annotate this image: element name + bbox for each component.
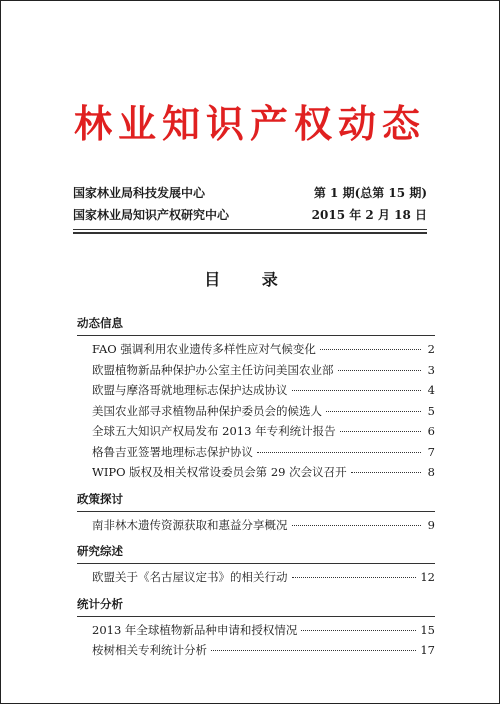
toc-entry-page: 5: [427, 403, 435, 418]
dot-leader: [338, 370, 422, 371]
issuer-line-2: 国家林业局知识产权研究中心: [73, 208, 230, 222]
toc-entry-page: 17: [420, 643, 435, 657]
toc-entry[interactable]: [77, 640, 435, 661]
toc-entry[interactable]: [77, 620, 435, 641]
toc-entry-page: 2: [427, 342, 435, 356]
header-rule-thin: [73, 229, 427, 230]
issuer-line-1: 国家林业局科技发展中心: [73, 186, 206, 200]
toc-section-heading: 动态信息: [77, 311, 435, 336]
toc-entry-title: 美国农业部寻求植物品种保护委员会的候选人: [92, 403, 322, 418]
dot-leader: [320, 349, 421, 350]
toc-entry-page: 8: [427, 465, 435, 479]
toc-entry-title: 欧盟植物新品种保护办公室主任访问美国农业部: [92, 362, 334, 377]
toc-entry[interactable]: [77, 462, 435, 483]
header-rule-thick: [73, 232, 427, 234]
issue-info: [312, 182, 427, 226]
issue-date: 2015 年 2 月 18 日: [311, 208, 427, 222]
section-gap: [77, 661, 435, 665]
dot-leader: [326, 411, 421, 412]
toc-section-heading: 统计分析: [77, 592, 435, 617]
dot-leader: [340, 431, 421, 432]
masthead-title: 林业知识产权动态: [73, 102, 426, 146]
toc-entry[interactable]: [77, 339, 435, 360]
toc-entry[interactable]: [77, 360, 435, 381]
toc-entry-page: 15: [420, 622, 435, 637]
dot-leader: [292, 577, 417, 578]
toc-section-heading: 研究综述: [77, 539, 435, 564]
toc-entry-title: 欧盟与摩洛哥就地理标志保护达成协议: [92, 383, 288, 397]
dot-leader: [292, 390, 422, 391]
dot-leader: [211, 650, 416, 651]
toc-entry-page: 3: [427, 362, 435, 377]
toc-entry[interactable]: [77, 515, 435, 536]
toc-entry-page: 4: [427, 383, 435, 397]
toc-entry[interactable]: [77, 380, 435, 401]
toc-title: 目 录: [204, 270, 296, 289]
toc-section-heading: 政策探讨: [77, 487, 435, 512]
toc-entry[interactable]: [77, 421, 435, 442]
toc-entry-title: WIPO 版权及相关权常设委员会第 29 次会议召开: [92, 465, 347, 479]
issue-number: 第 1 期(总第 15 期): [313, 186, 427, 200]
toc-entry-page: 9: [427, 517, 435, 532]
table-of-contents: [77, 311, 435, 665]
toc-entry[interactable]: [77, 567, 435, 588]
issuer-block: [73, 182, 229, 226]
toc-entry-page: 12: [420, 570, 435, 584]
toc-entry-title: FAO 强调利用农业遗传多样性应对气候变化: [92, 342, 316, 356]
toc-entry-title: 2013 年全球植物新品种申请和授权情况: [92, 622, 298, 637]
dot-leader: [292, 525, 422, 526]
toc-entry[interactable]: [77, 401, 435, 422]
toc-entry-title: 南非林木遗传资源获取和惠益分享概况: [92, 517, 288, 532]
toc-entry-page: 7: [427, 444, 435, 459]
toc-entry-title: 全球五大知识产权局发布 2013 年专利统计报告: [92, 424, 336, 438]
toc-entry-title: 格鲁吉亚签署地理标志保护协议: [92, 444, 253, 459]
toc-entry-page: 6: [427, 424, 435, 438]
dot-leader: [351, 472, 421, 473]
toc-entry-title: 桉树相关专利统计分析: [92, 643, 207, 657]
dot-leader: [301, 630, 416, 631]
toc-entry[interactable]: [77, 442, 435, 463]
toc-entry-title: 欧盟关于《名古屋议定书》的相关行动: [92, 570, 288, 584]
dot-leader: [257, 452, 421, 453]
